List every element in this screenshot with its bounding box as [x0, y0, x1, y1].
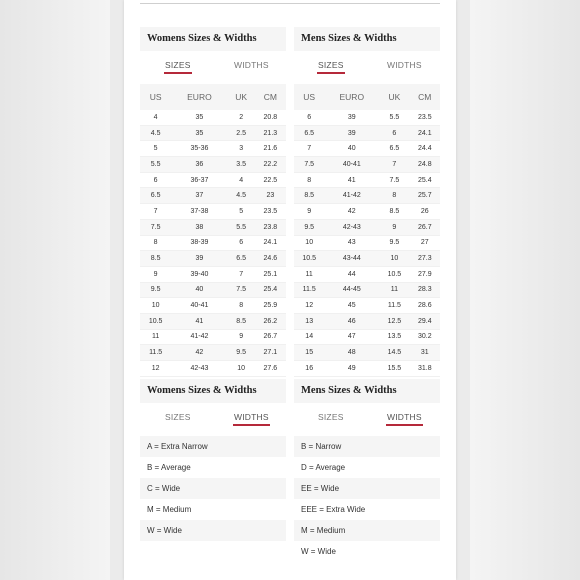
table-row [294, 172, 440, 188]
table-cell: 39 [171, 251, 227, 267]
mens-sizes-panel [294, 27, 440, 77]
table-row [140, 329, 286, 345]
table-cell: 25.9 [255, 298, 286, 314]
table-cell: 46 [324, 313, 379, 329]
table-cell: 41-42 [324, 188, 379, 204]
table-cell: 39 [324, 110, 379, 125]
table-cell: 9 [379, 219, 409, 235]
table-cell: 6.5 [228, 251, 255, 267]
table-cell: 35-36 [171, 141, 227, 157]
table-cell: 2 [228, 110, 255, 125]
table-cell: 25.4 [255, 282, 286, 298]
table-cell: 9.5 [294, 219, 324, 235]
table-cell: 24.6 [255, 251, 286, 267]
table-cell: 26.7 [255, 329, 286, 345]
table-cell: 7.5 [228, 282, 255, 298]
table-cell: 12 [140, 361, 171, 377]
table-row [140, 313, 286, 329]
table-cell: 23 [255, 188, 286, 204]
mens-widths-title: Mens Sizes & Widths [294, 379, 440, 403]
tab-mens-sizes[interactable]: SIZES [318, 60, 344, 70]
table-cell: 8 [140, 235, 171, 251]
mens-sizes-tabs [294, 51, 440, 77]
table-cell: 11.5 [379, 298, 409, 314]
table-row [140, 235, 286, 251]
column-header: UK [379, 84, 409, 110]
table-row [294, 282, 440, 298]
table-cell: 3 [228, 141, 255, 157]
table-row [294, 298, 440, 314]
table-cell: 47 [324, 329, 379, 345]
table-cell: 28.6 [410, 298, 440, 314]
table-cell: 41 [324, 172, 379, 188]
table-cell: 9.5 [228, 345, 255, 361]
table-row [294, 329, 440, 345]
table-cell: 44 [324, 266, 379, 282]
table-cell: 22.2 [255, 157, 286, 173]
table-cell: 20.8 [255, 110, 286, 125]
table-cell: 40-41 [171, 298, 227, 314]
table-cell: 11 [294, 266, 324, 282]
table-row [140, 157, 286, 173]
list-item: A = Extra Narrow [140, 436, 286, 457]
table-cell: 41-42 [171, 329, 227, 345]
table-cell: 27.1 [255, 345, 286, 361]
table-cell: 44-45 [324, 282, 379, 298]
table-cell: 3.5 [228, 157, 255, 173]
tab-mens-widths-2[interactable]: WIDTHS [387, 412, 422, 422]
womens-widths-panel [140, 379, 286, 429]
table-cell: 6.5 [294, 125, 324, 141]
table-cell: 28.3 [410, 282, 440, 298]
table-cell: 7 [294, 141, 324, 157]
table-cell: 11.5 [294, 282, 324, 298]
tab-womens-widths-2[interactable]: WIDTHS [234, 412, 269, 422]
tab-mens-sizes-2[interactable]: SIZES [318, 412, 344, 422]
table-cell: 42 [324, 204, 379, 220]
table-cell: 6.5 [140, 188, 171, 204]
table-cell: 15 [294, 345, 324, 361]
table-cell: 26.2 [255, 313, 286, 329]
table-cell: 24.8 [410, 157, 440, 173]
table-cell: 7.5 [379, 172, 409, 188]
table-row [140, 298, 286, 314]
table-cell: 31.8 [410, 361, 440, 377]
table-cell: 5.5 [140, 157, 171, 173]
table-row [140, 266, 286, 282]
table-cell: 5 [140, 141, 171, 157]
table-row [294, 235, 440, 251]
table-cell: 35 [171, 125, 227, 141]
table-cell: 40 [324, 141, 379, 157]
top-divider [140, 3, 440, 4]
table-cell: 21.3 [255, 125, 286, 141]
tab-mens-widths[interactable]: WIDTHS [387, 60, 422, 70]
table-cell: 10.5 [379, 266, 409, 282]
list-item: B = Average [147, 463, 191, 472]
list-item: M = Medium [294, 520, 440, 541]
table-cell: 2.5 [228, 125, 255, 141]
table-cell: 5 [228, 204, 255, 220]
table-cell: 10.5 [294, 251, 324, 267]
table-cell: 42-43 [324, 219, 379, 235]
table-cell: 22.5 [255, 172, 286, 188]
table-cell: 10.5 [140, 313, 171, 329]
tab-womens-widths[interactable]: WIDTHS [234, 60, 269, 70]
table-cell: 11 [140, 329, 171, 345]
table-cell: 40 [171, 282, 227, 298]
table-cell: 37-38 [171, 204, 227, 220]
table-cell: 26 [410, 204, 440, 220]
table-cell: 6 [140, 172, 171, 188]
table-row [294, 266, 440, 282]
table-cell: 36-37 [171, 172, 227, 188]
table-cell: 8.5 [140, 251, 171, 267]
table-row [294, 251, 440, 267]
column-header: UK [228, 84, 255, 110]
table-cell: 9 [228, 329, 255, 345]
table-cell: 10 [294, 235, 324, 251]
table-cell: 8 [379, 188, 409, 204]
table-cell: 41 [171, 313, 227, 329]
table-cell: 11.5 [140, 345, 171, 361]
table-row [294, 125, 440, 141]
table-cell: 7.5 [140, 219, 171, 235]
list-item: EE = Wide [294, 478, 440, 499]
tab-womens-sizes-2[interactable]: SIZES [165, 412, 191, 422]
table-cell: 6 [379, 125, 409, 141]
table-row [140, 282, 286, 298]
table-cell: 27.6 [255, 361, 286, 377]
table-cell: 5.5 [228, 219, 255, 235]
table-cell: 15.5 [379, 361, 409, 377]
table-cell: 16 [294, 361, 324, 377]
table-row [140, 219, 286, 235]
table-cell: 9.5 [140, 282, 171, 298]
table-cell: 27.3 [410, 251, 440, 267]
table-cell: 37 [171, 188, 227, 204]
table-cell: 25.4 [410, 172, 440, 188]
table-cell: 39-40 [171, 266, 227, 282]
table-cell: 23.5 [410, 110, 440, 125]
table-row [140, 172, 286, 188]
table-cell: 4.5 [228, 188, 255, 204]
table-cell: 43 [324, 235, 379, 251]
table-cell: 8.5 [294, 188, 324, 204]
table-cell: 7 [379, 157, 409, 173]
table-row [140, 204, 286, 220]
table-cell: 11 [379, 282, 409, 298]
column-header: US [140, 84, 171, 110]
womens-size-table [140, 84, 286, 377]
table-cell: 24.1 [410, 125, 440, 141]
mens-size-table [294, 84, 440, 377]
table-cell: 14.5 [379, 345, 409, 361]
column-header: CM [410, 84, 440, 110]
table-cell: 27.9 [410, 266, 440, 282]
list-item: D = Average [301, 463, 346, 472]
table-row [140, 110, 286, 125]
table-cell: 8.5 [379, 204, 409, 220]
table-row [294, 157, 440, 173]
table-cell: 36 [171, 157, 227, 173]
table-header-row [140, 84, 286, 110]
column-header: EURO [324, 84, 379, 110]
table-cell: 45 [324, 298, 379, 314]
womens-sizes-panel [140, 27, 286, 77]
table-cell: 42-43 [171, 361, 227, 377]
table-cell: 4.5 [140, 125, 171, 141]
table-cell: 49 [324, 361, 379, 377]
womens-widths-tabs [140, 403, 286, 429]
mens-width-list [294, 436, 440, 562]
womens-width-list [140, 436, 286, 541]
column-header: US [294, 84, 324, 110]
tab-womens-sizes[interactable]: SIZES [165, 60, 191, 70]
table-row [294, 345, 440, 361]
mens-widths-tabs [294, 403, 440, 429]
table-cell: 31 [410, 345, 440, 361]
table-cell: 13.5 [379, 329, 409, 345]
table-cell: 5.5 [379, 110, 409, 125]
table-cell: 10 [140, 298, 171, 314]
table-cell: 27 [410, 235, 440, 251]
table-row [140, 361, 286, 377]
table-row [294, 204, 440, 220]
table-cell: 38-39 [171, 235, 227, 251]
table-row [294, 110, 440, 125]
mens-sizes-title: Mens Sizes & Widths [294, 27, 440, 51]
table-row [294, 141, 440, 157]
table-row [294, 361, 440, 377]
table-cell: 6 [294, 110, 324, 125]
column-header: CM [255, 84, 286, 110]
table-cell: 42 [171, 345, 227, 361]
table-cell: 4 [140, 110, 171, 125]
table-cell: 29.4 [410, 313, 440, 329]
womens-sizes-tabs [140, 51, 286, 77]
table-cell: 7.5 [294, 157, 324, 173]
table-cell: 24.4 [410, 141, 440, 157]
table-cell: 9.5 [379, 235, 409, 251]
list-item: B = Narrow [294, 436, 440, 457]
list-item: EEE = Extra Wide [301, 505, 366, 514]
table-cell: 21.6 [255, 141, 286, 157]
table-cell: 13 [294, 313, 324, 329]
table-cell: 25.1 [255, 266, 286, 282]
table-cell: 39 [324, 125, 379, 141]
table-cell: 30.2 [410, 329, 440, 345]
table-cell: 7 [140, 204, 171, 220]
table-cell: 6 [228, 235, 255, 251]
table-cell: 4 [228, 172, 255, 188]
table-cell: 10 [379, 251, 409, 267]
list-item: M = Medium [147, 505, 192, 514]
table-cell: 9 [140, 266, 171, 282]
table-cell: 12 [294, 298, 324, 314]
table-cell: 35 [171, 110, 227, 125]
womens-sizes-title: Womens Sizes & Widths [140, 27, 286, 51]
table-cell: 14 [294, 329, 324, 345]
table-cell: 40-41 [324, 157, 379, 173]
table-row [140, 188, 286, 204]
table-row [140, 141, 286, 157]
table-row [140, 345, 286, 361]
table-cell: 24.1 [255, 235, 286, 251]
table-cell: 43-44 [324, 251, 379, 267]
womens-widths-title: Womens Sizes & Widths [140, 379, 286, 403]
list-item: W = Wide [301, 547, 336, 556]
table-cell: 7 [228, 266, 255, 282]
list-item: C = Wide [140, 478, 286, 499]
column-header: EURO [171, 84, 227, 110]
table-cell: 8 [228, 298, 255, 314]
table-cell: 38 [171, 219, 227, 235]
table-cell: 6.5 [379, 141, 409, 157]
table-cell: 26.7 [410, 219, 440, 235]
table-row [140, 251, 286, 267]
background-left [0, 0, 110, 580]
table-cell: 8.5 [228, 313, 255, 329]
size-chart-page [124, 0, 456, 580]
table-cell: 48 [324, 345, 379, 361]
table-row [140, 125, 286, 141]
mens-widths-panel [294, 379, 440, 429]
table-cell: 12.5 [379, 313, 409, 329]
table-cell: 9 [294, 204, 324, 220]
table-row [294, 313, 440, 329]
table-header-row [294, 84, 440, 110]
table-cell: 23.8 [255, 219, 286, 235]
table-cell: 10 [228, 361, 255, 377]
table-cell: 25.7 [410, 188, 440, 204]
table-row [294, 219, 440, 235]
list-item: W = Wide [140, 520, 286, 541]
table-cell: 8 [294, 172, 324, 188]
table-cell: 23.5 [255, 204, 286, 220]
table-row [294, 188, 440, 204]
background-right [470, 0, 580, 580]
